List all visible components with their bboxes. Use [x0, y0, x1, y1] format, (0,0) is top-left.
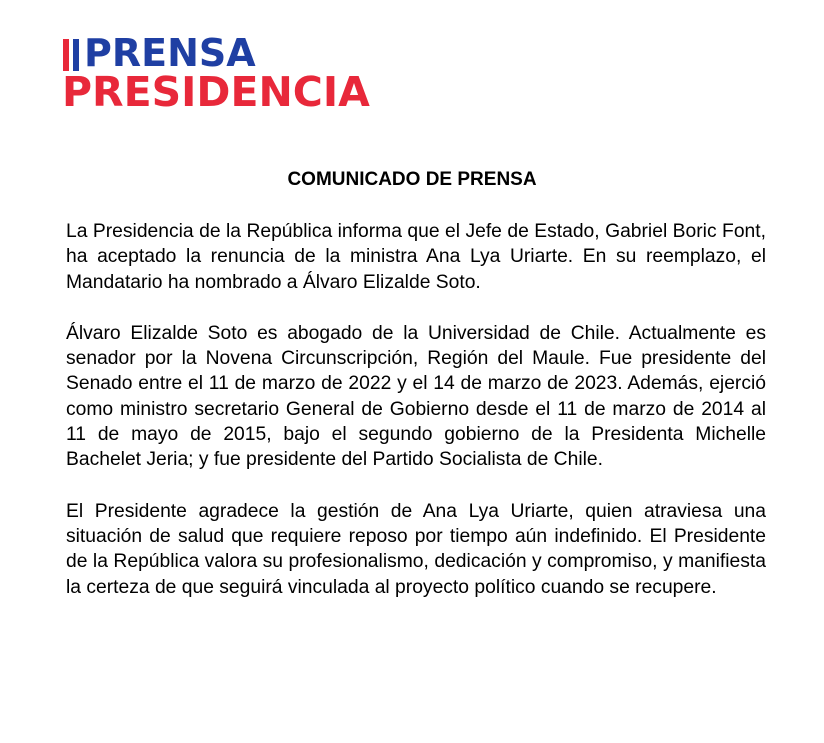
paragraph-3: El Presidente agradece la gestión de Ana Lya Uriarte, quien atraviesa una situación de salud que requiere reposo por tiempo aún indefinido. El Presidente de la República valora su profesionalismo, dedicación y compromiso, y manifiesta la certeza de que seguirá vinculada al proyecto político cuando se recupere.: [66, 500, 766, 598]
red-bar: [63, 39, 69, 71]
prensa-presidencia-logo: [62, 31, 402, 116]
paragraph-1: La Presidencia de la República informa que el Jefe de Estado, Gabriel Boric Font, ha aceptado la renuncia de la ministra Ana Lya Uriarte. En su reemplazo, el Mandatario ha nombrado a Álvaro Elizalde Soto.: [66, 221, 766, 293]
paragraph-2: Álvaro Elizalde Soto es abogado de la Universidad de Chile. Actualmente es senador por la Novena Circunscripción, Región del Maule. Fue presidente del Senado entre el 11 de marzo de 2022 y el 14 de marzo de 2023. Además, ejerció como ministro secretario General de Gobierno desde el 11 de marzo de 2014 al 11 de mayo de 2015, bajo el segundo gobierno de la Presidenta Michelle Bachelet Jeria; y fue presidente del Partido Socialista de Chile.: [66, 322, 766, 471]
document-body: [66, 219, 766, 626]
logo-line-prensa: PRENSA: [84, 31, 256, 75]
logo-line-presidencia: PRESIDENCIA: [62, 68, 370, 116]
document-heading: COMUNICADO DE PRENSA: [287, 169, 537, 190]
blue-bar: [73, 39, 79, 71]
